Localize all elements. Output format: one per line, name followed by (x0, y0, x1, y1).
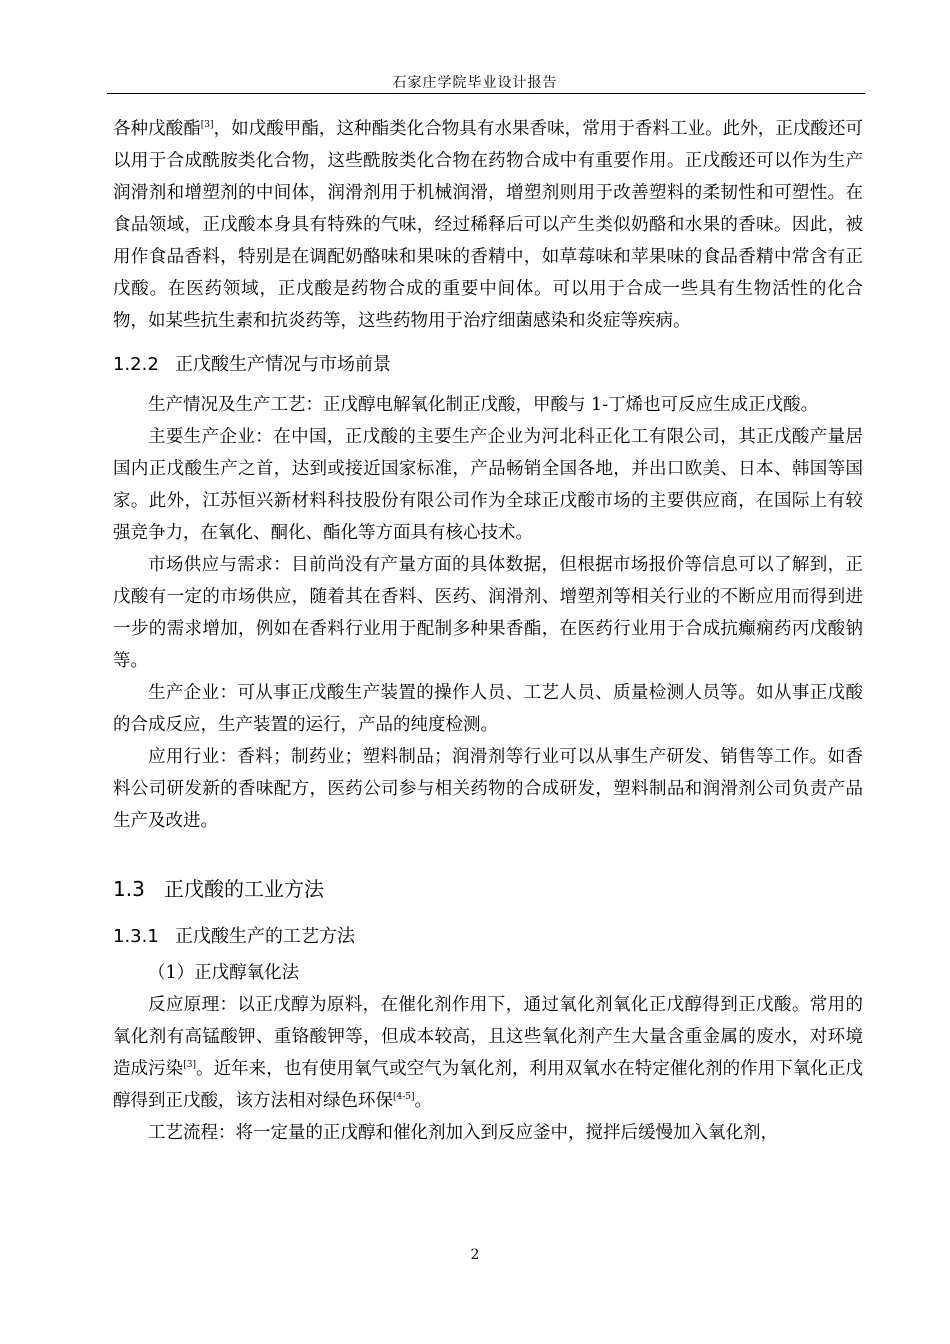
paragraph-jobs: 生产企业：可从事正戊酸生产装置的操作人员、工艺人员、质量检测人员等。如从事正戊酸的合成反应，生产装置的运行，产品的纯度检测。 (113, 683, 863, 735)
section-number: 1.3 (113, 877, 145, 901)
citation: [3] (183, 1060, 196, 1070)
section-heading-1-3-1 (113, 921, 863, 953)
page-number: 2 (470, 1247, 480, 1263)
paragraph-reaction: 反应原理：以正戊醇为原料，在催化剂作用下，通过氧化剂氧化正戊醇得到正戊酸。常用的氧化剂有高锰酸钾、重铬酸钾等，但成本较高，且这些氧化剂产生大量含重金属的废水，对环境造成污染[3]。近年来，也有使用氧气或空气为氧化剂，利用双氧水在特定催化剂的作用下氧化正戊醇得到正戊酸，该方法相对绿色环保[4-5]。 (113, 995, 864, 1111)
paragraph-industries: 应用行业：香料；制药业；塑料制品；润滑剂等行业可以从事生产研发、销售等工作。如香料公司研发新的香味配方，医药公司参与相关药物的合成研发，塑料制品和润滑剂公司负责产品生产及改进。 (113, 747, 863, 831)
section-title: 正戊酸生产情况与市场前景 (175, 354, 391, 375)
paragraph-producers: 主要生产企业：在中国，正戊酸的主要生产企业为河北科正化工有限公司，其正戊酸产量居国内正戊酸生产之首，达到或接近国家标准，产品畅销全国各地，并出口欧美、日本、韩国等国家。此外，江苏恒兴新材料科技股份有限公司作为全球正戊酸市场的主要供应商，在国际上有较强竞争力，在氧化、酮化、酯化等方面具有核心技术。 (113, 427, 863, 543)
paragraph-market: 市场供应与需求：目前尚没有产量方面的具体数据，但根据市场报价等信息可以了解到，正戊酸有一定的市场供应，随着其在香料、医药、润滑剂、增塑剂等相关行业的不断应用而得到进一步的需求增加，例如在香料行业用于配制多种果香酯，在医药行业用于合成抗癫痫药丙戊酸钠等。 (113, 555, 863, 671)
section-title: 正戊酸生产的工艺方法 (175, 926, 355, 947)
paragraph-uses: 各种戊酸酯[3]，如戊酸甲酯，这种酯类化合物具有水果香味，常用于香料工业。此外，正戊酸还可以用于合成酰胺类化合物，这些酰胺类化合物在药物合成中有重要作用。正戊酸还可以作为生产润滑剂和增塑剂的中间体，润滑剂用于机械润滑，增塑剂则用于改善塑料的柔韧性和可塑性。在食品领域，正戊酸本身具有特殊的气味，经过稀释后可以产生类似奶酪和水果的香味。因此，被用作食品香料，特别是在调配奶酪味和果味的香精中，如草莓味和苹果味的食品香精中常含有正戊酸。在医药领域，正戊酸是药物合成的重要中间体。可以用于合成一些具有生物活性的化合物，如某些抗生素和抗炎药等，这些药物用于治疗细菌感染和炎症等疾病。 (113, 119, 864, 331)
paragraph-process: 工艺流程：将一定量的正戊醇和催化剂加入到反应釜中，搅拌后缓慢加入氧化剂， (148, 1123, 778, 1143)
citation: [3] (200, 120, 214, 130)
body-text (113, 113, 863, 1149)
section-number: 1.2.2 (113, 354, 159, 375)
subsection-title: （1）正戊醇氧化法 (148, 963, 300, 983)
page-header: 石家庄学院毕业设计报告 (392, 75, 558, 91)
paragraph-production: 生产情况及生产工艺：正戊醇电解氧化制正戊酸，甲酸与 1-丁烯也可反应生成正戊酸。 (148, 395, 819, 415)
section-heading-1-3 (113, 873, 863, 905)
citation: [4-5] (393, 1092, 415, 1102)
section-heading-1-2-2 (113, 349, 863, 381)
section-title: 正戊酸的工业方法 (164, 877, 324, 901)
section-number: 1.3.1 (113, 926, 159, 947)
header-divider (107, 93, 865, 94)
